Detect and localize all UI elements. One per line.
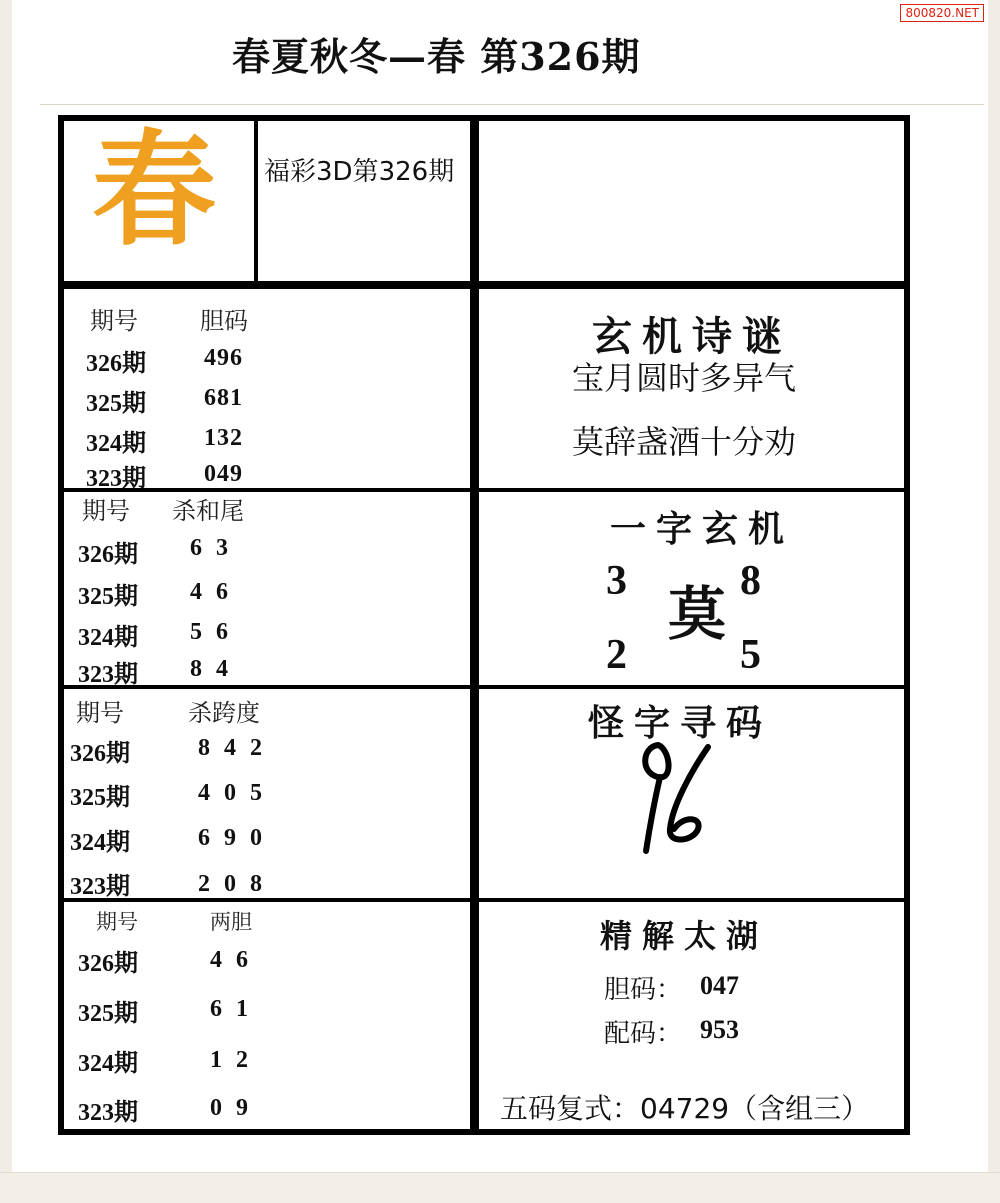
liangdan-col-value: 两胆 <box>210 910 252 934</box>
jingjie-dan-label: 胆码： <box>604 975 683 1005</box>
shahewei-value-3: 5 6 <box>190 619 232 645</box>
liangdan-col-issue: 期号 <box>96 910 138 934</box>
shahewei-value-1: 6 3 <box>190 535 232 561</box>
page-title: 春夏秋冬—春 第326期 <box>232 34 641 79</box>
jingjie-pei-value: 953 <box>700 1015 739 1044</box>
right-divider-1 <box>479 488 904 492</box>
prediction-board <box>58 115 910 1135</box>
shakuadu-col-value: 杀跨度 <box>188 699 260 727</box>
column-divider <box>470 121 479 1129</box>
shakuadu-issue-3: 324期 <box>70 830 130 856</box>
shakuadu-value-3: 6 9 0 <box>198 825 266 851</box>
shakuadu-issue-2: 325期 <box>70 785 130 811</box>
liangdan-value-1: 4 6 <box>210 947 252 973</box>
poem-title: 玄机诗谜 <box>592 313 792 360</box>
danma-issue-1: 326期 <box>86 351 146 377</box>
shahewei-issue-4: 323期 <box>78 662 138 688</box>
poem-line-2: 莫辞盏酒十分劝 <box>572 423 797 461</box>
title-divider <box>40 104 984 105</box>
shahewei-issue-1: 326期 <box>78 542 138 568</box>
danma-col-value: 胆码 <box>200 307 248 335</box>
right-divider-2 <box>479 685 904 689</box>
shahewei-value-4: 8 4 <box>190 656 232 682</box>
glyph-stroke-3 <box>670 747 708 840</box>
liangdan-issue-2: 325期 <box>78 1001 138 1027</box>
jingjie-title: 精解太湖 <box>600 917 769 955</box>
right-divider-3 <box>479 898 904 902</box>
bottom-frame <box>0 1172 1000 1203</box>
glyph-stroke-2 <box>646 777 660 851</box>
lottery-subtitle: 福彩3D第326期 <box>264 157 455 187</box>
liangdan-value-2: 6 1 <box>210 996 252 1022</box>
guaizi-title: 怪字寻码 <box>588 702 773 744</box>
shakuadu-col-issue: 期号 <box>76 699 124 727</box>
shakuadu-issue-1: 326期 <box>70 741 130 767</box>
left-frame <box>0 0 12 1203</box>
yizi-bottom-right: 5 <box>740 632 761 678</box>
shakuadu-issue-4: 323期 <box>70 874 130 900</box>
top-row-divider <box>64 281 904 289</box>
site-watermark: 800820.NET <box>900 4 984 22</box>
jingjie-pei-label: 配码： <box>604 1019 683 1049</box>
liangdan-value-4: 0 9 <box>210 1095 252 1121</box>
danma-issue-2: 325期 <box>86 391 146 417</box>
right-frame <box>988 0 1000 1203</box>
danma-issue-3: 324期 <box>86 431 146 457</box>
danma-issue-4: 323期 <box>86 466 146 492</box>
handwritten-glyph <box>624 733 734 863</box>
jingjie-dan-value: 047 <box>700 971 739 1000</box>
yizi-top-left: 3 <box>606 558 627 604</box>
liangdan-issue-1: 326期 <box>78 951 138 977</box>
yizi-bottom-left: 2 <box>606 632 627 678</box>
jingjie-fushi: 五码复式：04729（含组三） <box>500 1092 870 1125</box>
shakuadu-value-2: 4 0 5 <box>198 780 266 806</box>
yizi-top-right: 8 <box>740 558 761 604</box>
danma-value-3: 132 <box>204 425 243 451</box>
danma-value-1: 496 <box>204 345 243 371</box>
shakuadu-value-1: 8 4 2 <box>198 735 266 761</box>
danma-value-2: 681 <box>204 385 243 411</box>
poem-line-1: 宝月圆时多异气 <box>572 359 797 397</box>
liangdan-issue-4: 323期 <box>78 1100 138 1126</box>
title-backdrop <box>42 20 232 98</box>
shahewei-col-issue: 期号 <box>82 497 130 525</box>
shahewei-value-2: 4 6 <box>190 579 232 605</box>
shakuadu-value-4: 2 0 8 <box>198 871 266 897</box>
shahewei-issue-2: 325期 <box>78 584 138 610</box>
spring-char: 春 <box>92 118 217 263</box>
liangdan-value-3: 1 2 <box>210 1047 252 1073</box>
shahewei-issue-3: 324期 <box>78 625 138 651</box>
liangdan-issue-3: 324期 <box>78 1051 138 1077</box>
yizi-center-char: 莫 <box>668 580 727 648</box>
yizi-title: 一字玄机 <box>610 508 795 550</box>
danma-col-issue: 期号 <box>90 307 138 335</box>
top-left-divider <box>254 121 258 285</box>
glyph-stroke-1 <box>645 745 668 777</box>
shahewei-col-value: 杀和尾 <box>172 497 244 525</box>
danma-value-4: 049 <box>204 461 243 487</box>
